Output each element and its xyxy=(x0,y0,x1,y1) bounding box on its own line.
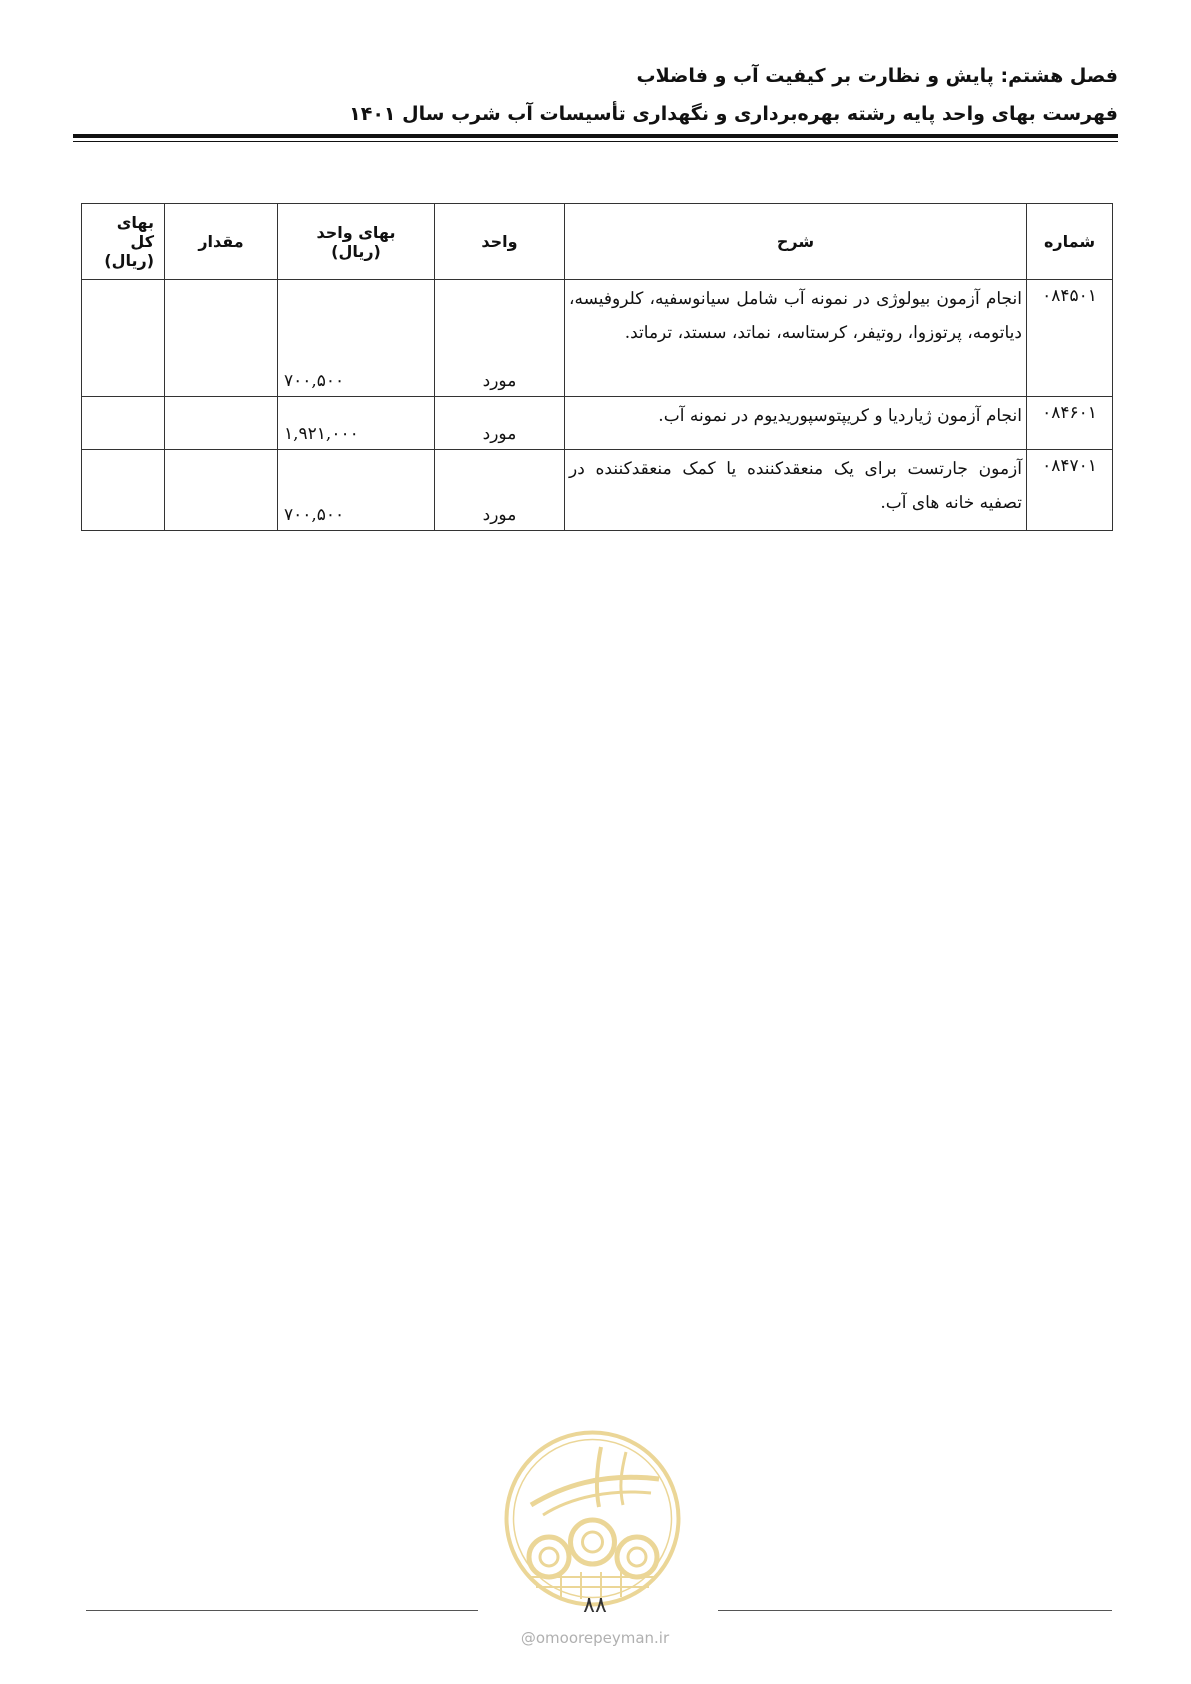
row-number: ۰۸۴۶۰۱ xyxy=(1027,397,1113,450)
row-total xyxy=(82,450,165,531)
table-row xyxy=(82,450,1113,531)
row-quantity xyxy=(165,280,278,397)
header-unit-price-label: بهای واحد xyxy=(316,222,396,242)
watermark-url: @omoorepeyman.ir xyxy=(520,1629,670,1647)
row-unit-price: ۱,۹۲۱,۰۰۰ xyxy=(278,397,435,450)
header-description: شرح xyxy=(565,204,1027,280)
row-description: آزمون جارتست برای یک منعقدکننده یا کمک منعقدکننده در تصفیه خانه های آب. xyxy=(565,450,1027,531)
row-description: انجام آزمون ژیاردیا و کریپتوسپوریدیوم در نمونه آب. xyxy=(565,397,1027,450)
row-unit: مورد xyxy=(435,450,565,531)
page-number: ۸۸ xyxy=(583,1593,607,1618)
header-rule-thin xyxy=(73,141,1118,142)
row-total xyxy=(82,280,165,397)
price-table xyxy=(81,203,1113,531)
header-unit-price xyxy=(278,204,435,280)
document-subtitle: فهرست بهای واحد پایه رشته بهره‌برداری و نگهداری تأسیسات آب شرب سال ۱۴۰۱ xyxy=(349,103,1118,125)
header-rule-thick xyxy=(73,134,1118,138)
row-description: انجام آزمون بیولوژی در نمونه آب شامل سیانوسفیه، کلروفیسه، دیاتومه، پرتوزوا، روتیفر، کرستاسه، نماتد، سستد، ترماتد. xyxy=(565,280,1027,397)
header-number: شماره xyxy=(1027,204,1113,280)
chapter-title: فصل هشتم: پایش و نظارت بر کیفیت آب و فاضلاب xyxy=(636,65,1118,87)
header-total: بهای کل (ریال) xyxy=(82,204,165,280)
row-unit: مورد xyxy=(435,280,565,397)
header-quantity: مقدار xyxy=(165,204,278,280)
header-unit: واحد xyxy=(435,204,565,280)
footer-rule-right xyxy=(718,1610,1112,1611)
row-quantity xyxy=(165,450,278,531)
row-unit-price: ۷۰۰,۵۰۰ xyxy=(278,450,435,531)
row-quantity xyxy=(165,397,278,450)
row-number: ۰۸۴۷۰۱ xyxy=(1027,450,1113,531)
row-total xyxy=(82,397,165,450)
table-row xyxy=(82,397,1113,450)
omoorepeyman-seal-logo xyxy=(501,1427,684,1610)
page-header xyxy=(73,58,1118,132)
footer-rule-left xyxy=(86,1610,478,1611)
row-number: ۰۸۴۵۰۱ xyxy=(1027,280,1113,397)
table-header-row xyxy=(82,204,1113,280)
header-unit-price-currency: (ریال) xyxy=(331,241,381,261)
row-unit-price: ۷۰۰,۵۰۰ xyxy=(278,280,435,397)
table-row xyxy=(82,280,1113,397)
row-unit: مورد xyxy=(435,397,565,450)
